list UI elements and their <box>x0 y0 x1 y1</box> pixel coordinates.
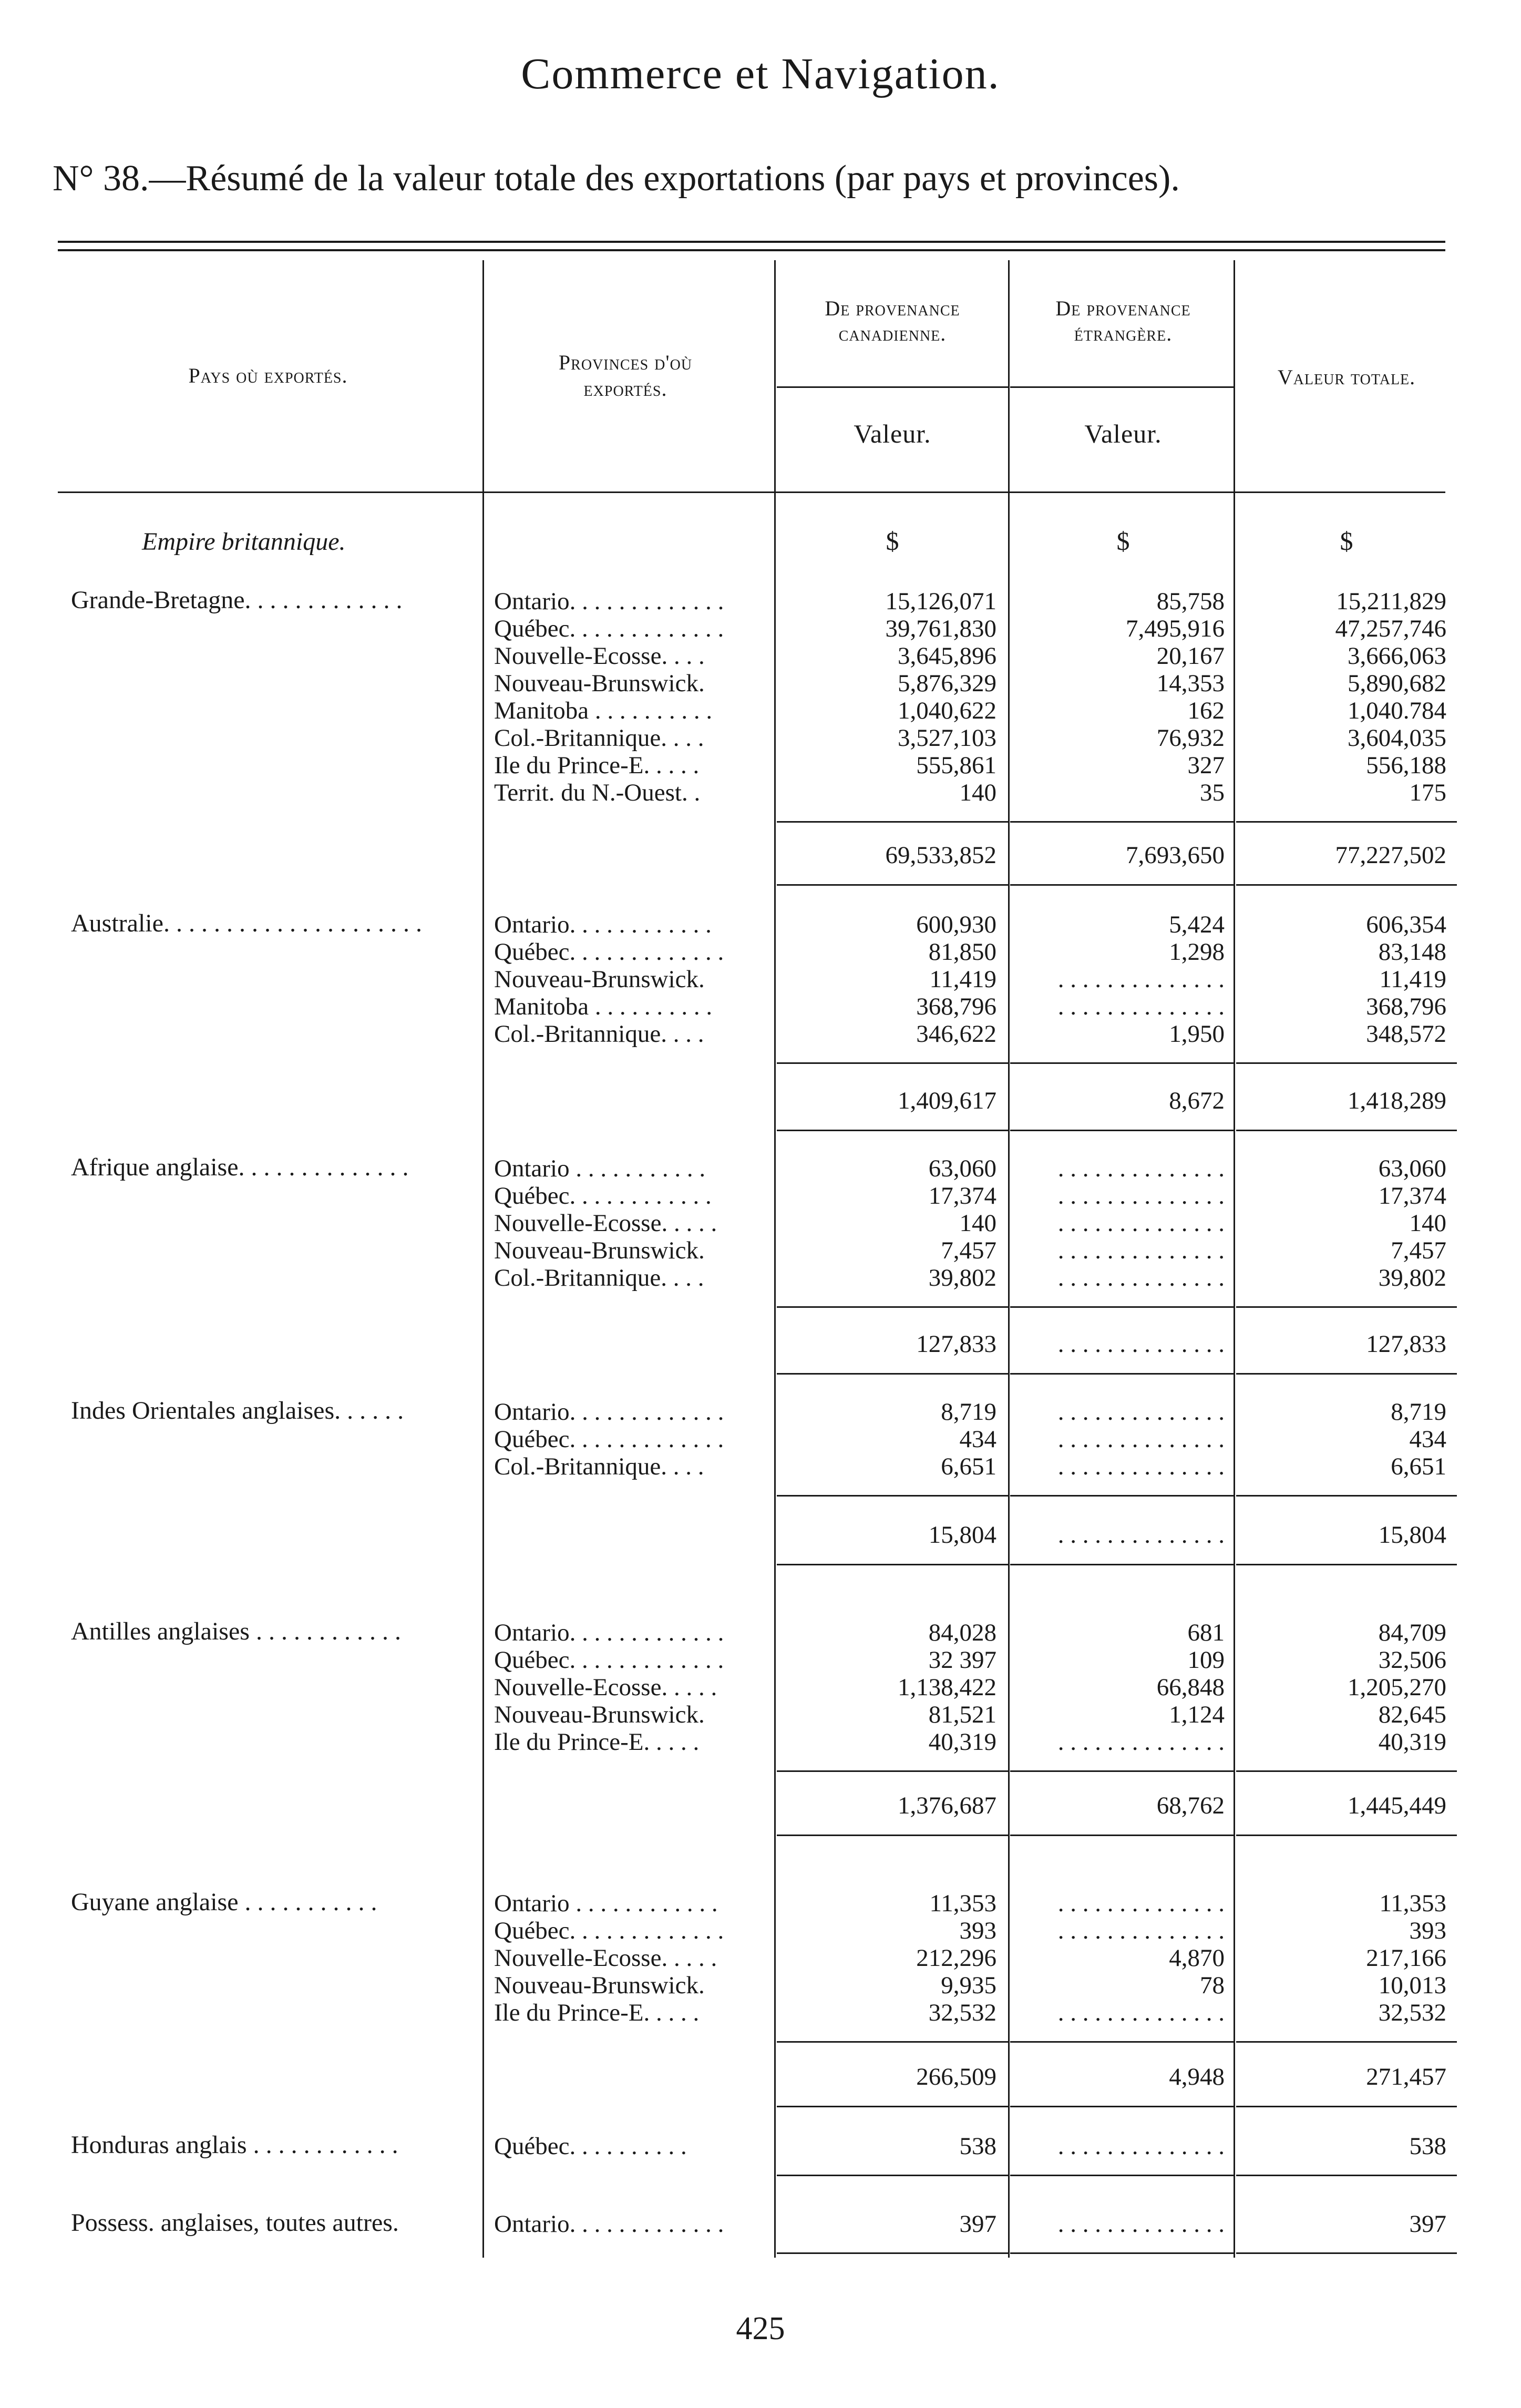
header-pays: Pays où exportés. <box>188 364 348 387</box>
group-end-rule-can <box>777 1564 1008 1565</box>
value-etrangere: 109 <box>1187 1646 1225 1674</box>
currency-tot: $ <box>1340 526 1353 556</box>
value-canadienne: 6,651 <box>941 1453 996 1480</box>
value-canadienne: 3,527,103 <box>898 724 996 752</box>
value-totale: 82,645 <box>1378 1701 1446 1728</box>
subtotal-rule-etr <box>1010 2041 1234 2043</box>
value-totale: 17,374 <box>1378 1182 1446 1210</box>
value-totale: 397 <box>1409 2210 1446 2238</box>
value-totale: 434 <box>1409 1426 1446 1453</box>
province-name: Québec. . . . . . . . . . . . <box>494 1182 712 1210</box>
value-etrangere: 66,848 <box>1156 1674 1225 1701</box>
total-canadienne: 1,376,687 <box>898 1792 996 1819</box>
value-totale: 83,148 <box>1378 938 1446 966</box>
total-totale: 1,445,449 <box>1348 1792 1446 1819</box>
subtotal-rule-tot <box>1236 1495 1457 1497</box>
empty-dots: . . . . . . . . . . . . . . <box>1057 993 1225 1020</box>
province-name: Nouveau-Brunswick. <box>494 1237 705 1264</box>
column-rule-1 <box>482 260 484 2258</box>
value-canadienne: 346,622 <box>916 1020 996 1048</box>
row-end-rule-etr <box>1010 2252 1234 2254</box>
value-totale: 11,419 <box>1379 966 1446 993</box>
total-canadienne: 15,804 <box>928 1521 996 1549</box>
value-etrangere: 162 <box>1187 697 1225 724</box>
header-canadienne-2: canadienne. <box>838 322 947 345</box>
group-end-rule-etr <box>1010 1373 1234 1375</box>
group-end-rule-can <box>777 1835 1008 1836</box>
subtotal-rule-etr <box>1010 821 1234 823</box>
subtotal-rule-tot <box>1236 821 1457 823</box>
province-name: Ontario . . . . . . . . . . . <box>494 1155 706 1182</box>
value-totale: 606,354 <box>1366 911 1446 938</box>
group-end-rule-etr <box>1010 1130 1234 1131</box>
value-canadienne: 393 <box>959 1917 996 1944</box>
total-canadienne: 266,509 <box>916 2063 996 2091</box>
value-canadienne: 397 <box>959 2210 996 2238</box>
total-totale: 77,227,502 <box>1335 842 1446 869</box>
value-totale: 6,651 <box>1391 1453 1446 1480</box>
value-canadienne: 32,532 <box>928 1999 996 2026</box>
value-totale: 8,719 <box>1391 1398 1446 1426</box>
value-totale: 538 <box>1409 2133 1446 2160</box>
subtotal-rule-can <box>777 1062 1008 1064</box>
value-canadienne: 11,353 <box>929 1890 996 1917</box>
value-canadienne: 1,040,622 <box>898 697 996 724</box>
value-totale: 217,166 <box>1366 1944 1446 1972</box>
subtotal-rule-etr <box>1010 1306 1234 1308</box>
value-totale: 32,506 <box>1378 1646 1446 1674</box>
subtotal-rule-can <box>777 1770 1008 1772</box>
empty-dots: . . . . . . . . . . . . . . <box>1057 1182 1225 1210</box>
value-etrangere: 327 <box>1187 752 1225 779</box>
total-totale: 15,804 <box>1378 1521 1446 1549</box>
total-etrangere: 68,762 <box>1156 1792 1225 1819</box>
empty-dots: . . . . . . . . . . . . . . <box>1057 1237 1225 1264</box>
value-canadienne: 434 <box>959 1426 996 1453</box>
empty-dots: . . . . . . . . . . . . . . <box>1057 1398 1225 1426</box>
subheader-rule-etr <box>1010 386 1234 388</box>
total-etrangere: 7,693,650 <box>1126 842 1225 869</box>
province-name: Québec. . . . . . . . . . . . . <box>494 1646 724 1674</box>
subtotal-rule-etr <box>1010 1770 1234 1772</box>
value-canadienne: 368,796 <box>916 993 996 1020</box>
value-etrangere: 14,353 <box>1156 670 1225 697</box>
subtotal-rule-can <box>777 1306 1008 1308</box>
row-end-rule-tot <box>1236 2175 1457 2176</box>
province-name: Ontario. . . . . . . . . . . . . <box>494 2210 724 2238</box>
province-name: Nouveau-Brunswick. <box>494 670 705 697</box>
empty-dots: . . . . . . . . . . . . . . <box>1057 1210 1225 1237</box>
value-canadienne: 81,850 <box>928 938 996 966</box>
group-end-rule-etr <box>1010 2106 1234 2107</box>
empty-dots: . . . . . . . . . . . . . . <box>1057 1999 1225 2026</box>
province-name: Manitoba . . . . . . . . . . <box>494 697 713 724</box>
subtotal-rule-etr <box>1010 1062 1234 1064</box>
value-canadienne: 5,876,329 <box>898 670 996 697</box>
subtotal-rule-tot <box>1236 1062 1457 1064</box>
value-totale: 63,060 <box>1378 1155 1446 1182</box>
country-name: Guyane anglaise . . . . . . . . . . . <box>71 1888 377 1916</box>
value-totale: 175 <box>1409 779 1446 806</box>
subtotal-rule-can <box>777 821 1008 823</box>
value-canadienne: 17,374 <box>928 1182 996 1210</box>
subtotal-rule-etr <box>1010 1495 1234 1497</box>
group-end-rule-tot <box>1236 2106 1457 2107</box>
country-name: Indes Orientales anglaises. . . . . . <box>71 1397 404 1425</box>
province-name: Ile du Prince-E. . . . . <box>494 1999 700 2026</box>
province-name: Col.-Britannique. . . . <box>494 1020 704 1048</box>
value-etrangere: 1,124 <box>1169 1701 1225 1728</box>
value-canadienne: 8,719 <box>941 1398 996 1426</box>
province-name: Col.-Britannique. . . . <box>494 1264 704 1292</box>
value-etrangere: 4,870 <box>1169 1944 1225 1972</box>
value-totale: 40,319 <box>1378 1728 1446 1756</box>
row-end-rule-can <box>777 2175 1008 2176</box>
header-etrangere-1: De provenance <box>1055 296 1191 320</box>
header-valeur-etrangere: Valeur. <box>1084 419 1162 448</box>
column-rule-2 <box>774 260 776 2258</box>
province-name: Ontario. . . . . . . . . . . . . <box>494 588 724 615</box>
subheader-rule-can <box>777 386 1008 388</box>
province-name: Col.-Britannique. . . . <box>494 1453 704 1480</box>
value-etrangere: 85,758 <box>1156 588 1225 615</box>
country-name: Honduras anglais . . . . . . . . . . . . <box>71 2131 398 2159</box>
province-name: Nouveau-Brunswick. <box>494 1972 705 1999</box>
value-totale: 393 <box>1409 1917 1446 1944</box>
empty-dots: . . . . . . . . . . . . . . <box>1057 1521 1225 1549</box>
header-valeur-canadienne: Valeur. <box>854 419 931 448</box>
table-title: N° 38.—Résumé de la valeur totale des exportations (par pays et provinces). <box>53 158 1180 199</box>
country-name: Grande-Bretagne. . . . . . . . . . . . . <box>71 586 403 614</box>
value-totale: 7,457 <box>1391 1237 1446 1264</box>
empty-dots: . . . . . . . . . . . . . . <box>1057 2210 1225 2238</box>
section-label: Empire britannique. <box>142 528 346 556</box>
group-end-rule-tot <box>1236 1130 1457 1131</box>
province-name: Ontario. . . . . . . . . . . . . <box>494 1398 724 1426</box>
value-totale: 15,211,829 <box>1336 588 1446 615</box>
province-name: Nouvelle-Ecosse. . . . . <box>494 1944 717 1972</box>
empty-dots: . . . . . . . . . . . . . . <box>1057 1890 1225 1917</box>
province-name: Ontario. . . . . . . . . . . . . <box>494 1619 724 1646</box>
subtotal-rule-can <box>777 1495 1008 1497</box>
total-etrangere: 4,948 <box>1169 2063 1225 2091</box>
value-totale: 5,890,682 <box>1348 670 1446 697</box>
header-etrangere-2: étrangère. <box>1074 322 1173 345</box>
total-canadienne: 1,409,617 <box>898 1087 996 1114</box>
value-etrangere: 35 <box>1200 779 1225 806</box>
total-totale: 127,833 <box>1366 1330 1446 1358</box>
value-canadienne: 39,802 <box>928 1264 996 1292</box>
value-canadienne: 600,930 <box>916 911 996 938</box>
header-provinces-2: exportés. <box>583 377 667 401</box>
value-canadienne: 3,645,896 <box>898 642 996 670</box>
total-totale: 271,457 <box>1366 2063 1446 2091</box>
value-canadienne: 9,935 <box>941 1972 996 1999</box>
subtotal-rule-tot <box>1236 2041 1457 2043</box>
value-totale: 3,604,035 <box>1348 724 1446 752</box>
row-end-rule-can <box>777 2252 1008 2254</box>
value-etrangere: 78 <box>1200 1972 1225 1999</box>
province-name: Québec. . . . . . . . . . . . . <box>494 615 724 642</box>
province-name: Nouveau-Brunswick. <box>494 966 705 993</box>
empty-dots: . . . . . . . . . . . . . . <box>1057 1728 1225 1756</box>
empty-dots: . . . . . . . . . . . . . . <box>1057 1426 1225 1453</box>
value-totale: 140 <box>1409 1210 1446 1237</box>
row-end-rule-tot <box>1236 2252 1457 2254</box>
empty-dots: . . . . . . . . . . . . . . <box>1057 1330 1225 1358</box>
group-end-rule-tot <box>1236 1373 1457 1375</box>
value-canadienne: 81,521 <box>928 1701 996 1728</box>
subtotal-rule-tot <box>1236 1770 1457 1772</box>
value-canadienne: 140 <box>959 1210 996 1237</box>
value-canadienne: 84,028 <box>928 1619 996 1646</box>
value-totale: 39,802 <box>1378 1264 1446 1292</box>
province-name: Territ. du N.-Ouest. . <box>494 779 701 806</box>
value-totale: 348,572 <box>1366 1020 1446 1048</box>
column-rule-4 <box>1234 260 1235 2258</box>
province-name: Québec. . . . . . . . . . . . . <box>494 938 724 966</box>
empty-dots: . . . . . . . . . . . . . . <box>1057 1155 1225 1182</box>
empty-dots: . . . . . . . . . . . . . . <box>1057 1264 1225 1292</box>
value-canadienne: 11,419 <box>929 966 996 993</box>
province-name: Nouvelle-Ecosse. . . . <box>494 642 705 670</box>
province-name: Nouveau-Brunswick. <box>494 1701 705 1728</box>
empty-dots: . . . . . . . . . . . . . . <box>1057 2133 1225 2160</box>
group-end-rule-etr <box>1010 1564 1234 1565</box>
group-end-rule-can <box>777 1373 1008 1375</box>
province-name: Québec. . . . . . . . . . <box>494 2133 687 2160</box>
group-end-rule-can <box>777 1130 1008 1131</box>
value-totale: 3,666,063 <box>1348 642 1446 670</box>
value-totale: 10,013 <box>1378 1972 1446 1999</box>
value-etrangere: 20,167 <box>1156 642 1225 670</box>
empty-dots: . . . . . . . . . . . . . . <box>1057 1917 1225 1944</box>
value-totale: 1,205,270 <box>1348 1674 1446 1701</box>
group-end-rule-etr <box>1010 1835 1234 1836</box>
page-header: Commerce et Navigation. <box>521 49 1000 98</box>
subtotal-rule-can <box>777 2041 1008 2043</box>
value-canadienne: 555,861 <box>916 752 996 779</box>
value-totale: 368,796 <box>1366 993 1446 1020</box>
currency-etr: $ <box>1116 526 1130 556</box>
country-name: Antilles anglaises . . . . . . . . . . . . <box>71 1617 401 1645</box>
value-totale: 556,188 <box>1366 752 1446 779</box>
province-name: Ile du Prince-E. . . . . <box>494 1728 700 1756</box>
page-number: 425 <box>736 2311 785 2346</box>
top-rule <box>58 241 1445 243</box>
value-etrangere: 7,495,916 <box>1126 615 1225 642</box>
header-valeur-totale: Valeur totale. <box>1277 365 1416 389</box>
top-rule-2 <box>58 249 1445 251</box>
group-end-rule-tot <box>1236 884 1457 886</box>
value-etrangere: 1,298 <box>1169 938 1225 966</box>
province-name: Nouvelle-Ecosse. . . . . <box>494 1674 717 1701</box>
value-etrangere: 76,932 <box>1156 724 1225 752</box>
value-canadienne: 63,060 <box>928 1155 996 1182</box>
column-rule-3 <box>1008 260 1010 2258</box>
country-name: Australie. . . . . . . . . . . . . . . . . . . . . <box>71 909 422 937</box>
total-etrangere: 8,672 <box>1169 1087 1225 1114</box>
value-canadienne: 140 <box>959 779 996 806</box>
province-name: Québec. . . . . . . . . . . . . <box>494 1426 724 1453</box>
total-canadienne: 127,833 <box>916 1330 996 1358</box>
value-canadienne: 1,138,422 <box>898 1674 996 1701</box>
value-canadienne: 538 <box>959 2133 996 2160</box>
value-totale: 47,257,746 <box>1335 615 1446 642</box>
value-canadienne: 40,319 <box>928 1728 996 1756</box>
header-provinces-1: Provinces d'où <box>558 351 693 374</box>
province-name: Ontario . . . . . . . . . . . . <box>494 1890 718 1917</box>
province-name: Manitoba . . . . . . . . . . <box>494 993 713 1020</box>
empty-dots: . . . . . . . . . . . . . . <box>1057 1453 1225 1480</box>
country-name: Afrique anglaise. . . . . . . . . . . . . . <box>71 1153 409 1181</box>
value-totale: 84,709 <box>1378 1619 1446 1646</box>
value-canadienne: 32 397 <box>928 1646 996 1674</box>
province-name: Ontario. . . . . . . . . . . . <box>494 911 712 938</box>
value-canadienne: 7,457 <box>941 1237 996 1264</box>
value-etrangere: 681 <box>1187 1619 1225 1646</box>
empty-dots: . . . . . . . . . . . . . . <box>1057 966 1225 993</box>
header-canadienne-1: De provenance <box>825 296 960 320</box>
value-canadienne: 39,761,830 <box>885 615 996 642</box>
group-end-rule-tot <box>1236 1564 1457 1565</box>
row-end-rule-etr <box>1010 2175 1234 2176</box>
province-name: Nouvelle-Ecosse. . . . . <box>494 1210 717 1237</box>
province-name: Ile du Prince-E. . . . . <box>494 752 700 779</box>
value-totale: 1,040.784 <box>1348 697 1446 724</box>
total-totale: 1,418,289 <box>1348 1087 1446 1114</box>
total-canadienne: 69,533,852 <box>885 842 996 869</box>
group-end-rule-tot <box>1236 1835 1457 1836</box>
value-totale: 11,353 <box>1379 1890 1446 1917</box>
province-name: Col.-Britannique. . . . <box>494 724 704 752</box>
header-bottom-rule <box>58 491 1445 493</box>
value-canadienne: 15,126,071 <box>885 588 996 615</box>
group-end-rule-can <box>777 884 1008 886</box>
group-end-rule-can <box>777 2106 1008 2107</box>
value-totale: 32,532 <box>1378 1999 1446 2026</box>
currency-can: $ <box>886 526 899 556</box>
value-etrangere: 1,950 <box>1169 1020 1225 1048</box>
value-canadienne: 212,296 <box>916 1944 996 1972</box>
province-name: Québec. . . . . . . . . . . . . <box>494 1917 724 1944</box>
group-end-rule-etr <box>1010 884 1234 886</box>
value-etrangere: 5,424 <box>1169 911 1225 938</box>
country-name: Possess. anglaises, toutes autres. <box>71 2209 399 2237</box>
subtotal-rule-tot <box>1236 1306 1457 1308</box>
